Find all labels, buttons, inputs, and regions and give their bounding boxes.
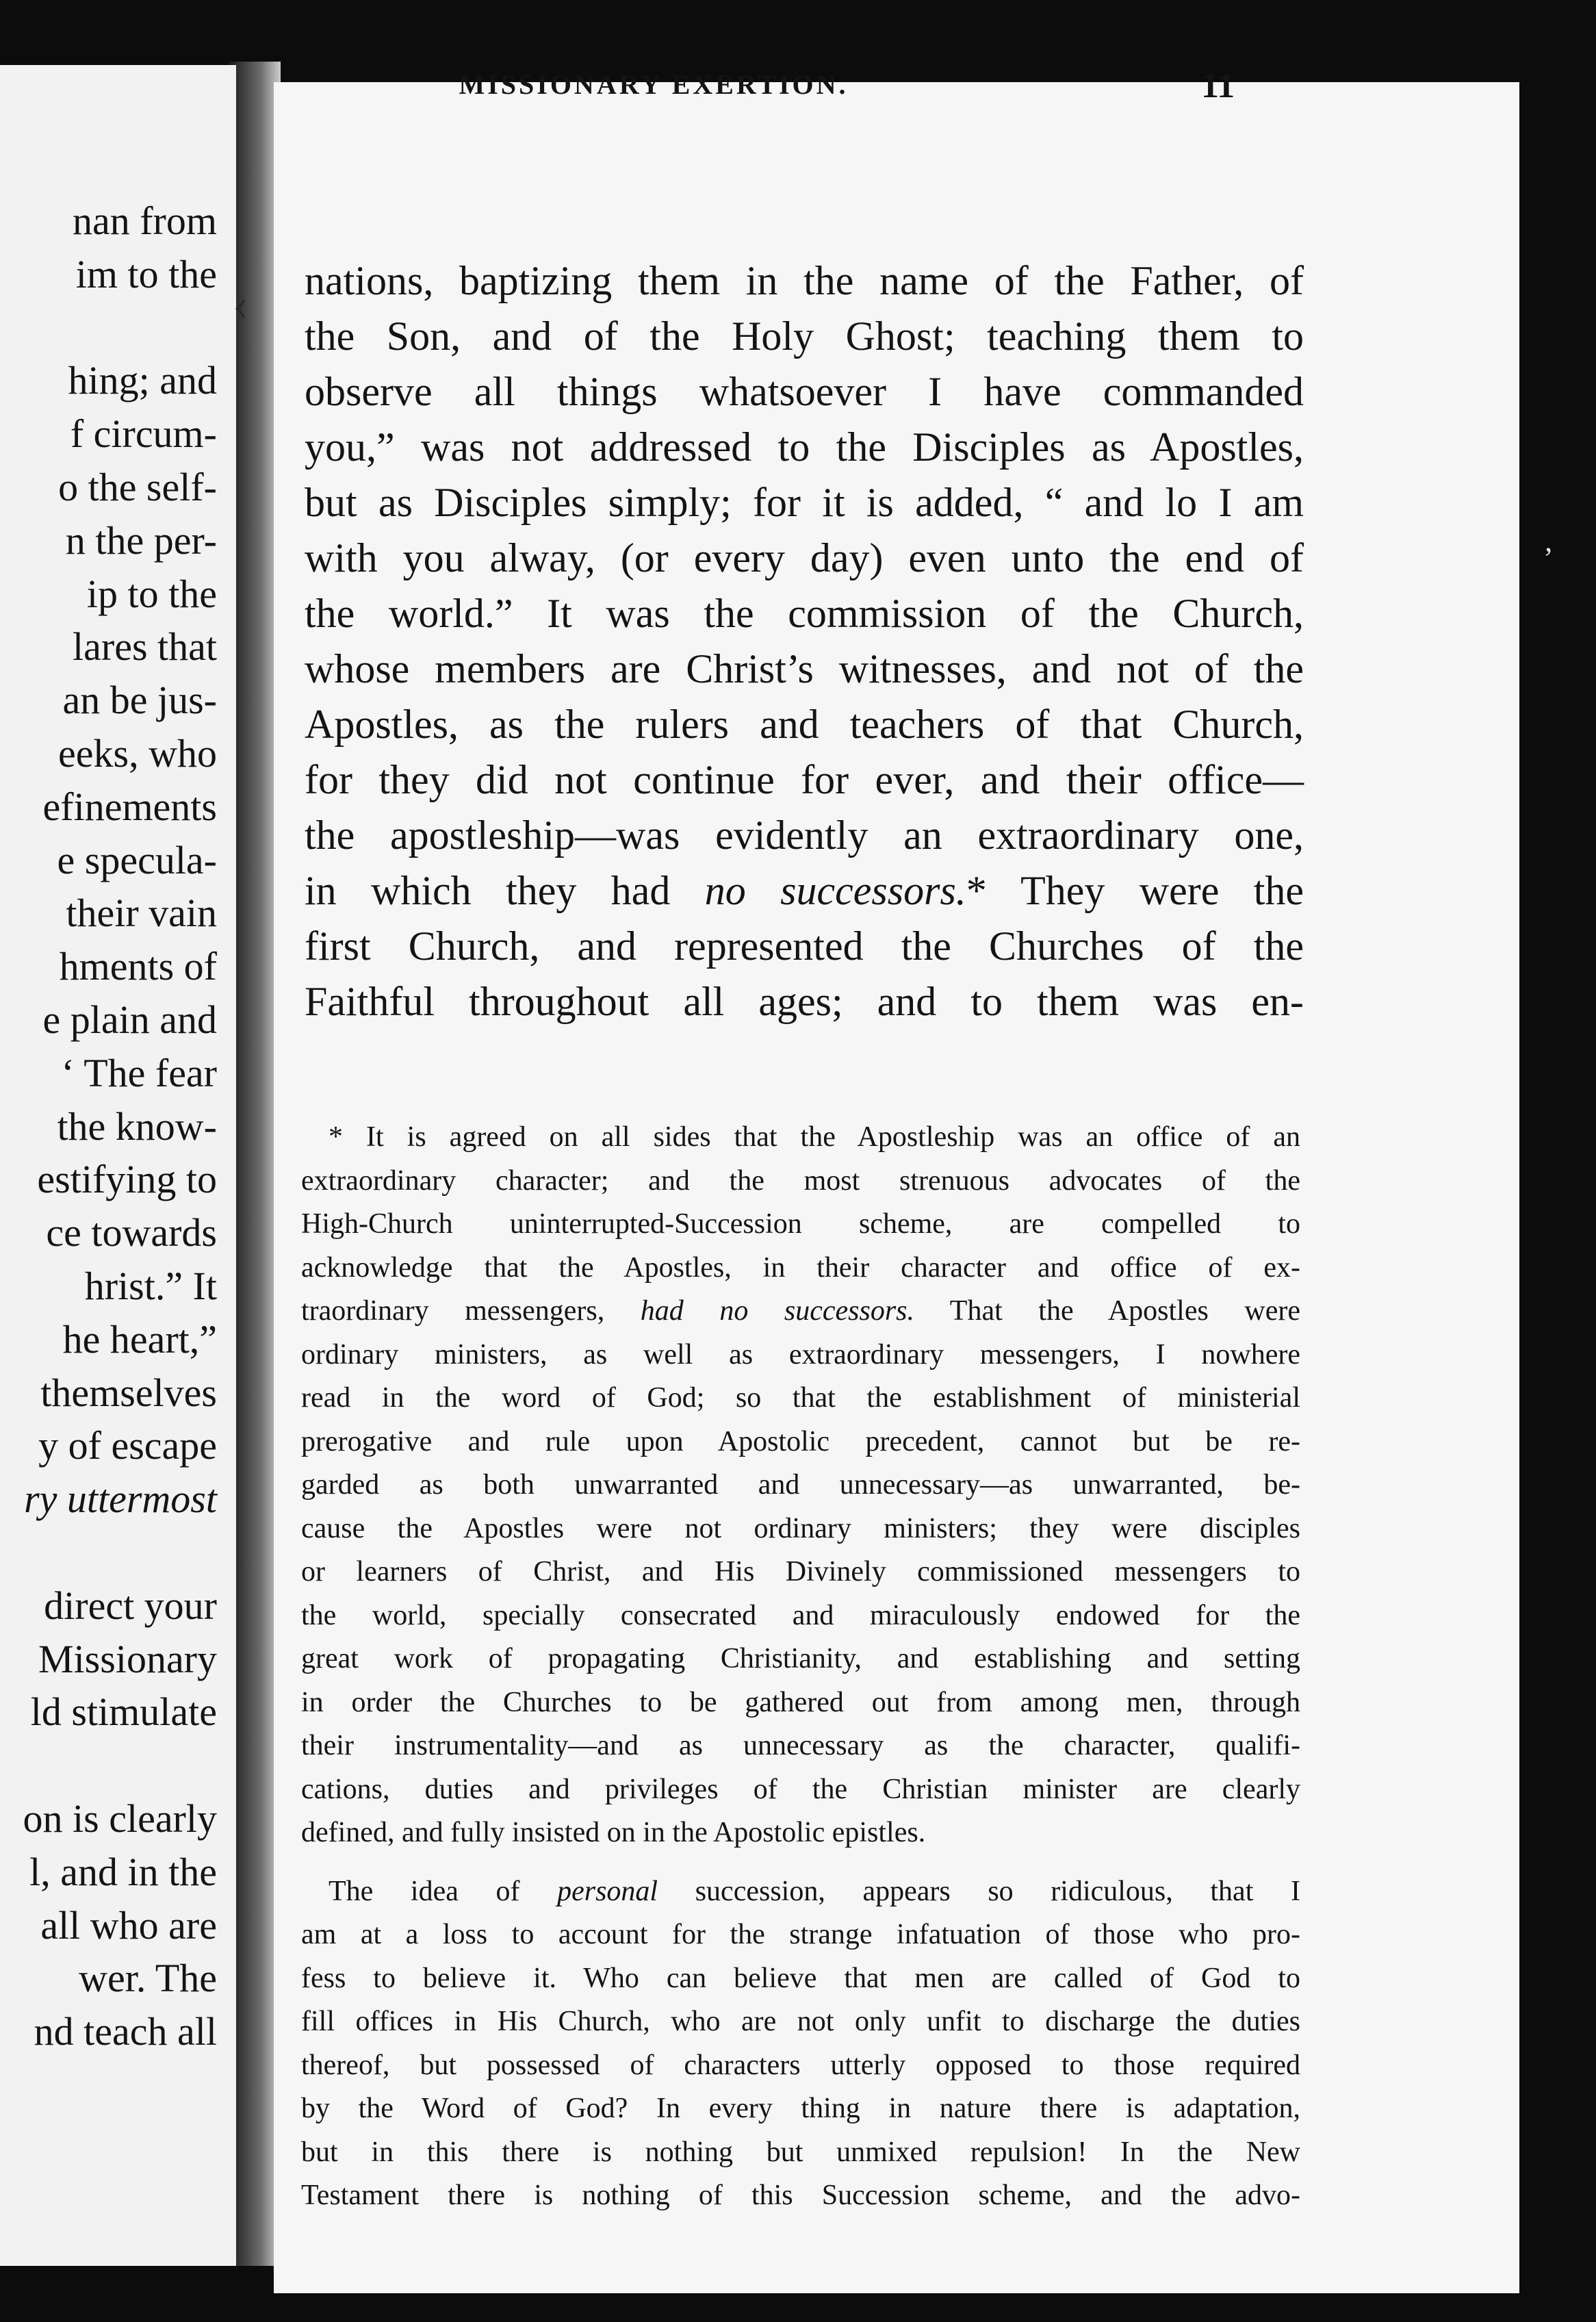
main-text-line: in which they had no successors.* They were the [305,868,1304,913]
left-page-fragment: n the per- [65,518,217,563]
footnote-line: fill offices in His Church, who are not only unfit to discharge the duties [301,2006,1300,2037]
footnote-line: by the Word of God? In every thing in nature there is adaptation, [301,2093,1300,2124]
left-page-fragment: an be jus- [62,678,217,723]
italic-phrase: personal [557,1875,658,1907]
stray-mark-icon: ʼ [1543,541,1554,575]
footnote-line: or learners of Christ, and His Divinely commissioned messengers to [301,1556,1300,1587]
left-page-fragment: hing; and [68,358,217,403]
footnote-line: High-Church uninterrupted-Succession scheme, are compelled to [301,1208,1300,1240]
footnote-line: but in this there is nothing but unmixed repulsion! In the New [301,2136,1300,2168]
main-text-line: the world.” It was the commission of the Church, [305,591,1304,636]
main-text-line: with you alway, (or every day) even unto the end of [305,535,1304,580]
book-binding-edge [229,62,281,2266]
footnote-line: defined, and fully insisted on in the Apostolic epistles. [301,1817,926,1848]
footnote-line: ordinary ministers, as well as extraordinary messengers, I nowhere [301,1338,1300,1370]
main-text-line: first Church, and represented the Churches of the [305,923,1304,969]
left-page [0,65,236,2266]
main-text-line: Faithful throughout all ages; and to them was en- [305,979,1304,1024]
left-page-fragment: all who are [40,1902,217,1948]
left-page-fragment: on is clearly [23,1796,217,1841]
footnote-line: Testament there is nothing of this Succession scheme, and the advo- [301,2180,1300,2211]
footnote-line: acknowledge that the Apostles, in their character and office of ex- [301,1251,1300,1284]
footnote-line: the world, specially consecrated and miraculously endowed for the [301,1599,1300,1631]
footnote-line: thereof, but possessed of characters utterly opposed to those required [301,2049,1300,2081]
left-page-fragment: ‘ The fear [61,1050,217,1095]
main-text-line: observe all things whatsoever I have commanded [305,369,1304,414]
left-page-fragment: eeks, who [58,731,217,776]
left-page-fragment: Missionary [38,1636,217,1681]
italic-phrase: had no successors. [640,1295,915,1327]
page-number: 11 [1201,66,1235,105]
footnote-line: extraordinary character; and the most strenuous advocates of the [301,1164,1300,1197]
footnote-line: in order the Churches to be gathered out from among men, through [301,1686,1300,1718]
left-page-fragment: their vain [66,891,217,936]
left-page-fragment: l, and in the [29,1849,217,1894]
left-page-fragment: f circum- [70,411,217,457]
left-page-fragment: he heart,” [62,1316,217,1362]
footnote-line: fess to believe it. Who can believe that men are called of God to [301,1962,1300,1994]
footnote-line: am at a loss to account for the strange infatuation of those who pro- [301,1919,1300,1950]
left-page-fragment: ip to the [86,571,217,616]
footnote-line: garded as both unwarranted and unnecessary—as unwarranted, be- [301,1469,1300,1501]
left-page-fragment: im to the [75,251,217,296]
left-page-fragment: efinements [42,784,217,829]
left-page-fragment: e specula- [57,837,217,882]
left-page-fragment: e plain and [42,997,217,1042]
margin-mark-icon: ‹ [233,278,249,331]
left-page-fragment: lares that [73,624,217,669]
footnote-line: The idea of personal succession, appears so ridiculous, that I [329,1875,1300,1907]
italic-phrase: no successors. [704,868,966,913]
footnote-line: cations, duties and privileges of the Christian minister are clearly [301,1773,1300,1805]
main-text-line: whose members are Christ’s witnesses, and not of the [305,646,1304,691]
main-text-line: but as Disciples simply; for it is added, “ and lo I am [305,480,1304,525]
footnote-line: their instrumentality—and as unnecessary as the character, qualifi- [301,1730,1300,1761]
footnote-line: cause the Apostles were not ordinary ministers; they were disciples [301,1512,1300,1544]
left-page-fragment: the know- [57,1103,217,1149]
running-head: MISSIONARY EXERTION. [459,69,849,100]
left-page-fragment: y of escape [38,1423,217,1468]
left-page-fragment: themselves [40,1370,217,1415]
left-page-fragment: ld stimulate [30,1689,217,1735]
main-text-line: the apostleship—was evidently an extraordinary one, [305,813,1304,858]
paragraph-gap [301,1855,1300,1870]
main-text-line: nations, baptizing them in the name of the Father, of [305,258,1304,303]
main-text-line: the Son, and of the Holy Ghost; teaching them to [305,314,1304,359]
left-page-fragment: nan from [73,199,217,243]
footnote-line: * It is agreed on all sides that the Apostleship was an office of an [329,1121,1300,1153]
main-text-block [305,253,1304,1030]
footnote-line: traordinary messengers, had no successors. That the Apostles were [301,1295,1300,1327]
left-page-fragment: estifying to [37,1157,217,1202]
footnote-line: great work of propagating Christianity, and establishing and setting [301,1643,1300,1674]
left-page-fragment: nd teach all [34,2009,217,2054]
footnote-line: prerogative and rule upon Apostolic precedent, cannot but be re- [301,1425,1300,1457]
left-page-fragment: hments of [59,944,217,989]
main-text-line: Apostles, as the rulers and teachers of that Church, [305,702,1304,747]
left-page-fragment: ry uttermost [24,1477,217,1522]
left-page-fragment: ce towards [46,1210,217,1255]
left-page-fragment: o the self- [58,465,217,509]
footnote-line: read in the word of God; so that the establishment of ministerial [301,1382,1300,1414]
main-text-line: you,” was not addressed to the Disciples as Apostles, [305,424,1304,470]
main-text-line: for they did not continue for ever, and their office— [305,757,1304,802]
left-page-fragment: direct your [44,1583,217,1628]
left-page-fragment: wer. The [79,1956,217,2001]
footnote-block [301,1116,1300,2218]
left-page-fragment: hrist.” It [84,1264,217,1308]
